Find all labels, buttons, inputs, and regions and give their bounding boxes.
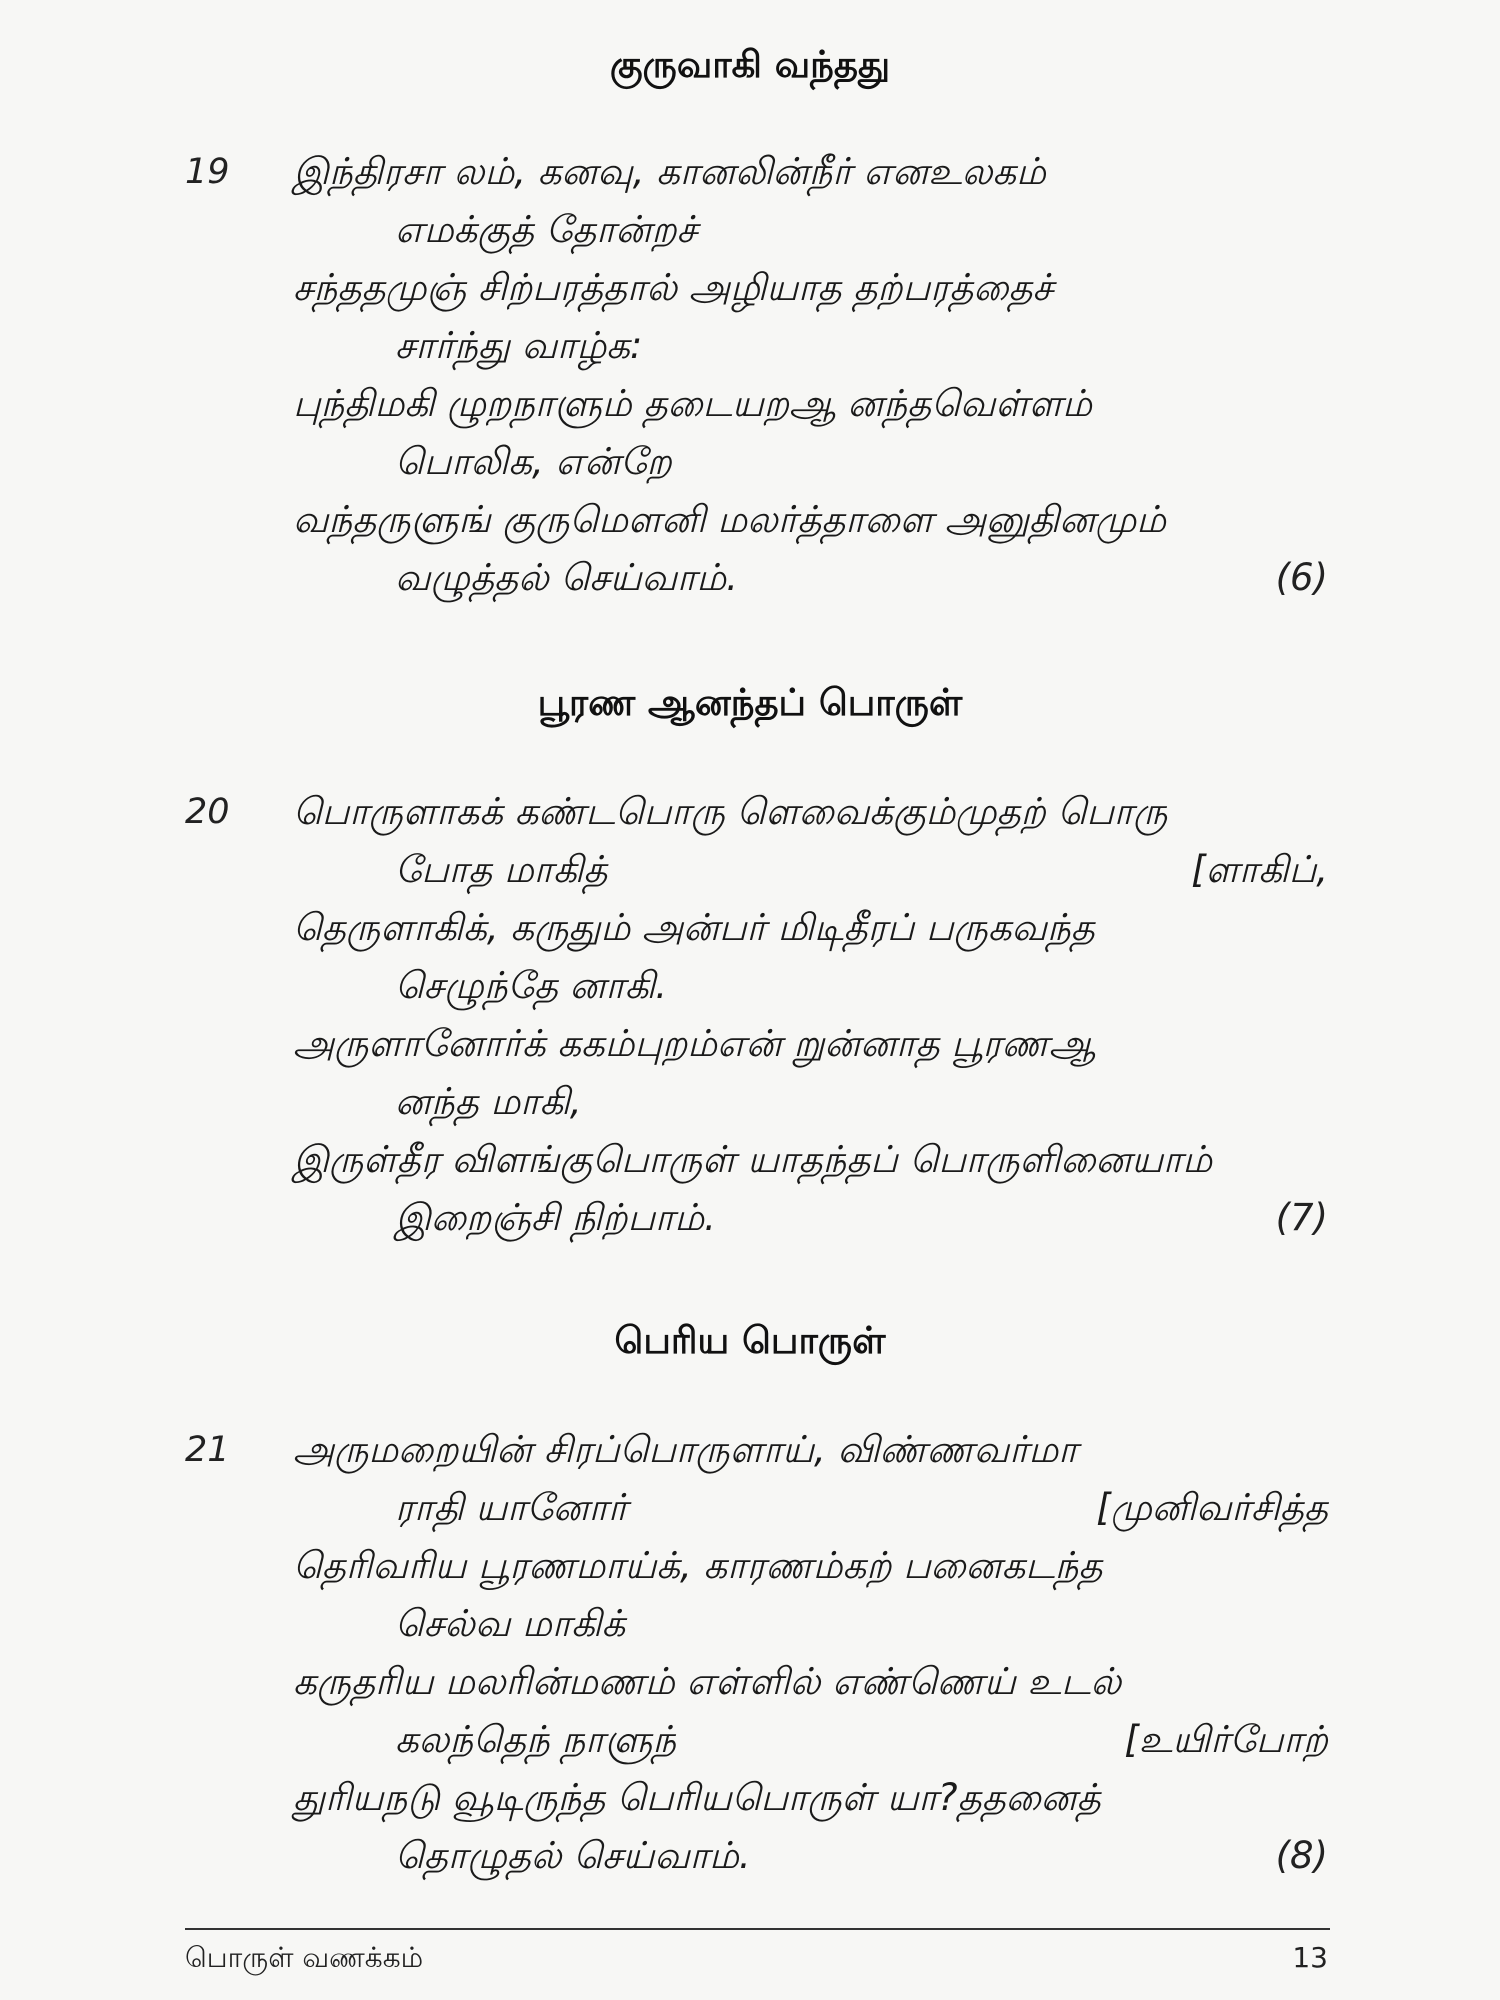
verse-line: செல்வ மாகிக்: [395, 1602, 626, 1645]
verse-line: னந்த மாகி,: [395, 1080, 582, 1123]
verse-line-overflow: [முனிவர்சித்த: [1096, 1486, 1328, 1529]
verse-number: (7): [1275, 1196, 1328, 1239]
verse-line: வந்தருளுங் குருமௌனி மலர்த்தாளை அனுதினமும்: [293, 498, 1166, 541]
verse-line: பொலிக, என்றே: [395, 440, 672, 483]
verse-number: (6): [1275, 556, 1328, 599]
verse-line: வழுத்தல் செய்வாம்.: [395, 556, 738, 599]
verse-line: அருமறையின் சிரப்பொருளாய், விண்ணவர்மா: [293, 1428, 1078, 1471]
verse-line: தெரிவரிய பூரணமாய்க், காரணம்கற் பனைகடந்த: [293, 1544, 1103, 1587]
verse-line: துரியநடு வூடிருந்த பெரியபொருள் யா?ததனைத்: [293, 1776, 1101, 1819]
verse-line: செழுந்தே னாகி.: [395, 964, 667, 1007]
verse-serial: 19: [185, 152, 230, 192]
verse-line: எமக்குத் தோன்றச்: [395, 208, 698, 251]
verse-line: கருதரிய மலரின்மணம் எள்ளில் எண்ணெய் உடல்: [293, 1660, 1122, 1703]
section-title: பூரண ஆனந்தப் பொருள்: [537, 681, 963, 724]
verse-line: கலந்தெந் நாளுந்: [395, 1718, 677, 1761]
verse-line: போத மாகித்: [395, 848, 608, 891]
verse-line: சார்ந்து வாழ்க:: [395, 324, 643, 367]
verse-line: இறைஞ்சி நிற்பாம்.: [395, 1196, 716, 1239]
verse-line: அருளானோர்க் ககம்புறம்என் றுன்னாத பூரணஆ: [293, 1022, 1096, 1065]
verse-line-overflow: [உயிர்போற்: [1124, 1718, 1328, 1761]
section-title: பெரிய பொருள்: [614, 1319, 886, 1362]
footer-rule: [185, 1928, 1330, 1930]
section-title: குருவாகி வந்தது: [609, 43, 891, 86]
verse-line-overflow: [ளாகிப்,: [1191, 848, 1328, 891]
verse-line: ராதி யானோர்: [395, 1486, 628, 1529]
verse-line: பொருளாகக் கண்டபொரு ளெவைக்கும்முதற் பொரு: [293, 790, 1168, 833]
verse-number: (8): [1275, 1834, 1328, 1877]
verse-line: புந்திமகி ழுறநாளும் தடையறஆ னந்தவெள்ளம்: [293, 382, 1092, 425]
verse-line: சந்ததமுஞ் சிற்பரத்தால் அழியாத தற்பரத்தைச்: [293, 266, 1053, 309]
verse-line: இருள்தீர விளங்குபொருள் யாதந்தப் பொருளினையாம்: [293, 1138, 1213, 1181]
verse-line: இந்திரசா லம், கனவு, கானலின்நீர் எனஉலகம்: [293, 150, 1046, 193]
verse-serial: 20: [185, 792, 230, 832]
verse-line: தெருளாகிக், கருதும் அன்பர் மிடிதீரப் பருகவந்த: [293, 906, 1095, 949]
verse-serial: 21: [185, 1430, 230, 1470]
verse-line: தொழுதல் செய்வாம்.: [395, 1834, 751, 1877]
footer-title: பொருள் வணக்கம்: [185, 1941, 424, 1974]
page-number: 13: [1292, 1941, 1328, 1974]
